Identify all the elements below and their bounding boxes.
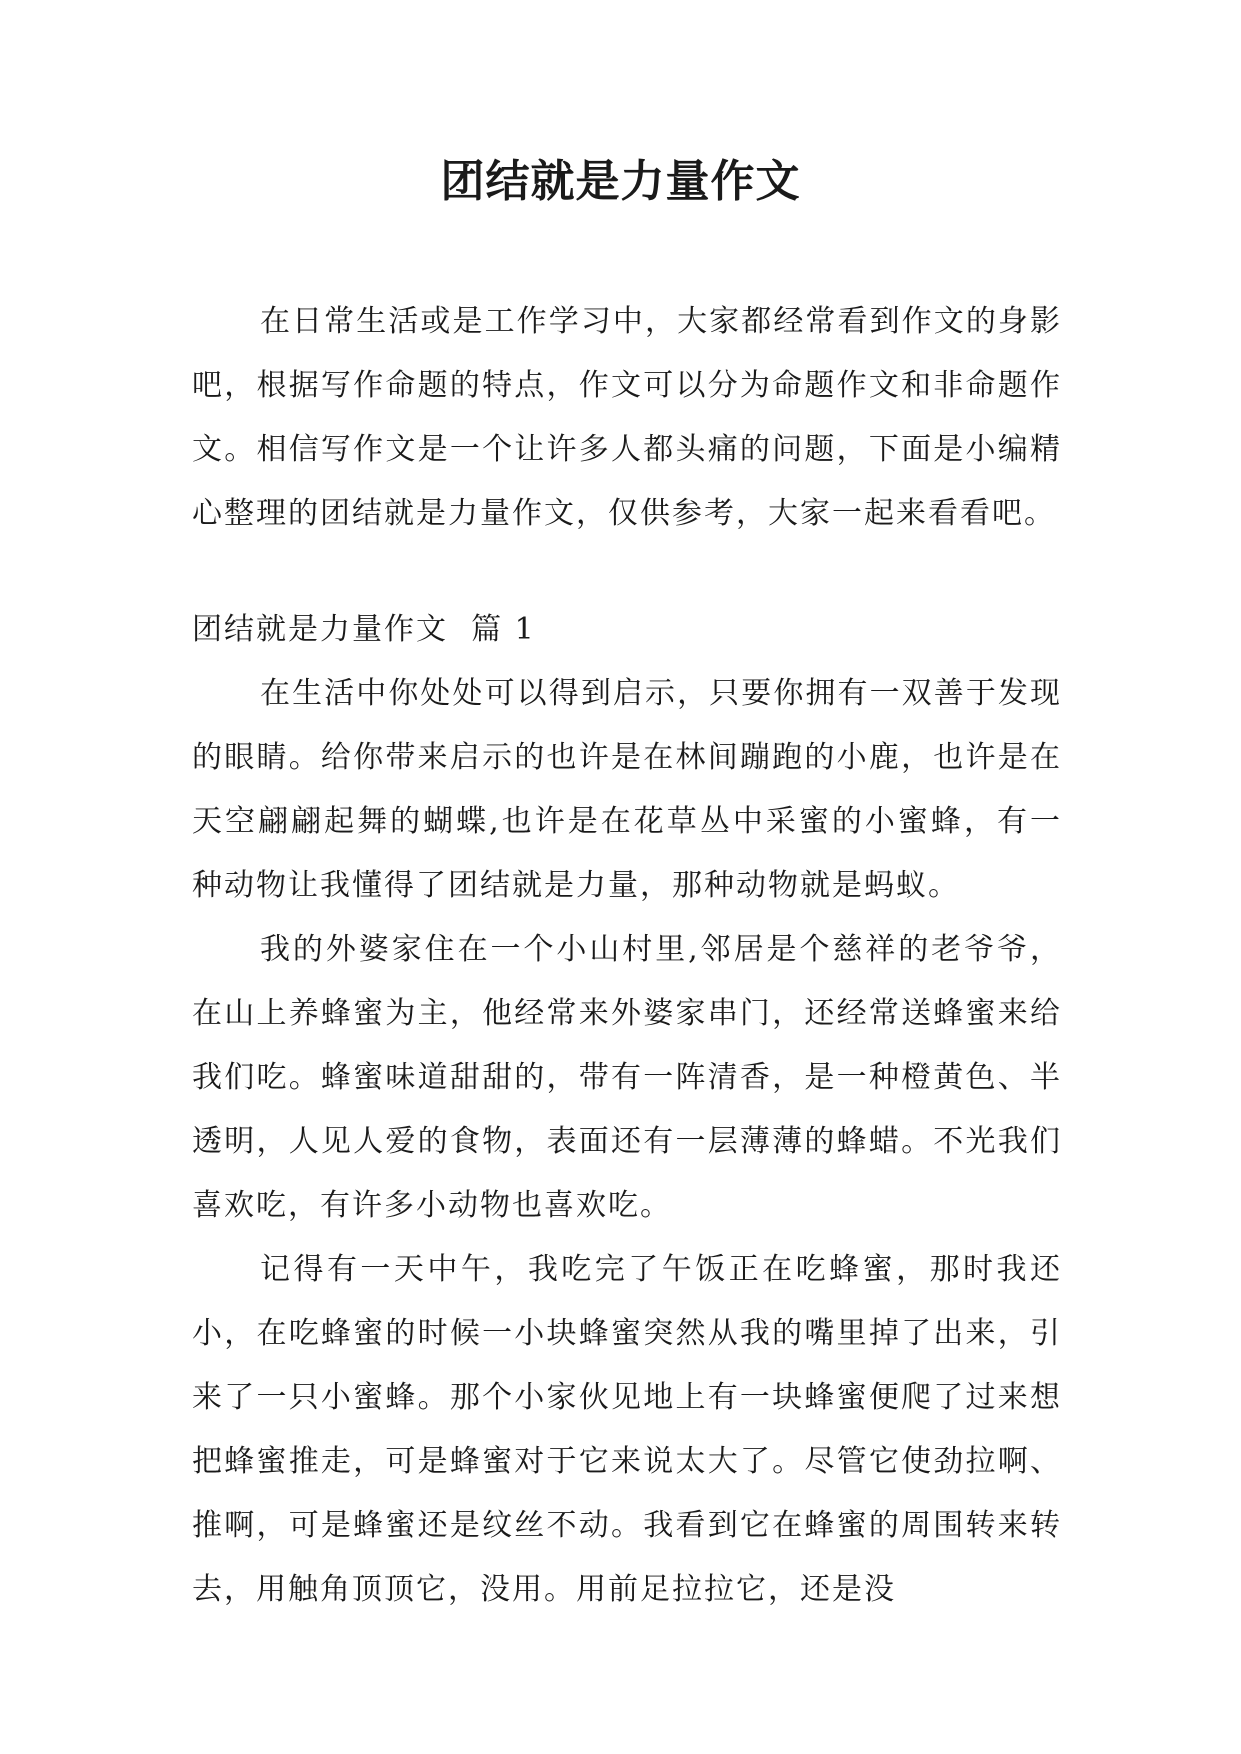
section-heading: 团结就是力量作文 篇 1 [192,612,536,647]
document-title: 团结就是力量作文 [440,156,801,207]
intro-paragraph: 在日常生活或是工作学习中，大家都经常看到作文的身影吧，根据写作命题的特点，作文可以分为命题作文和非命题作文。相信写作文是一个让许多人都头痛的问题，下面是小编精心整理的团结就是力量作文，仅供参考，大家一起来看看吧。 [192,304,1062,531]
body-paragraph: 在生活中你处处可以得到启示，只要你拥有一双善于发现的眼睛。给你带来启示的也许是在林间蹦跑的小鹿，也许是在天空翩翩起舞的蝴蝶,也许是在花草丛中采蜜的小蜜蜂，有一种动物让我懂得了团结就是力量，那种动物就是蚂蚁。 [192,676,1062,903]
document-body [192,290,1062,1622]
body-paragraph: 记得有一天中午，我吃完了午饭正在吃蜂蜜，那时我还小，在吃蜂蜜的时候一小块蜂蜜突然从我的嘴里掉了出来，引来了一只小蜜蜂。那个小家伙见地上有一块蜂蜜便爬了过来想把蜂蜜推走，可是蜂蜜对于它来说太大了。尽管它使劲拉啊、推啊，可是蜂蜜还是纹丝不动。我看到它在蜂蜜的周围转来转去，用触角顶顶它，没用。用前足拉拉它，还是没 [192,1252,1062,1607]
body-paragraph: 我的外婆家住在一个小山村里,邻居是个慈祥的老爷爷，在山上养蜂蜜为主，他经常来外婆家串门，还经常送蜂蜜来给我们吃。蜂蜜味道甜甜的，带有一阵清香，是一种橙黄色、半透明，人见人爱的食物，表面还有一层薄薄的蜂蜡。不光我们喜欢吃，有许多小动物也喜欢吃。 [192,932,1062,1223]
